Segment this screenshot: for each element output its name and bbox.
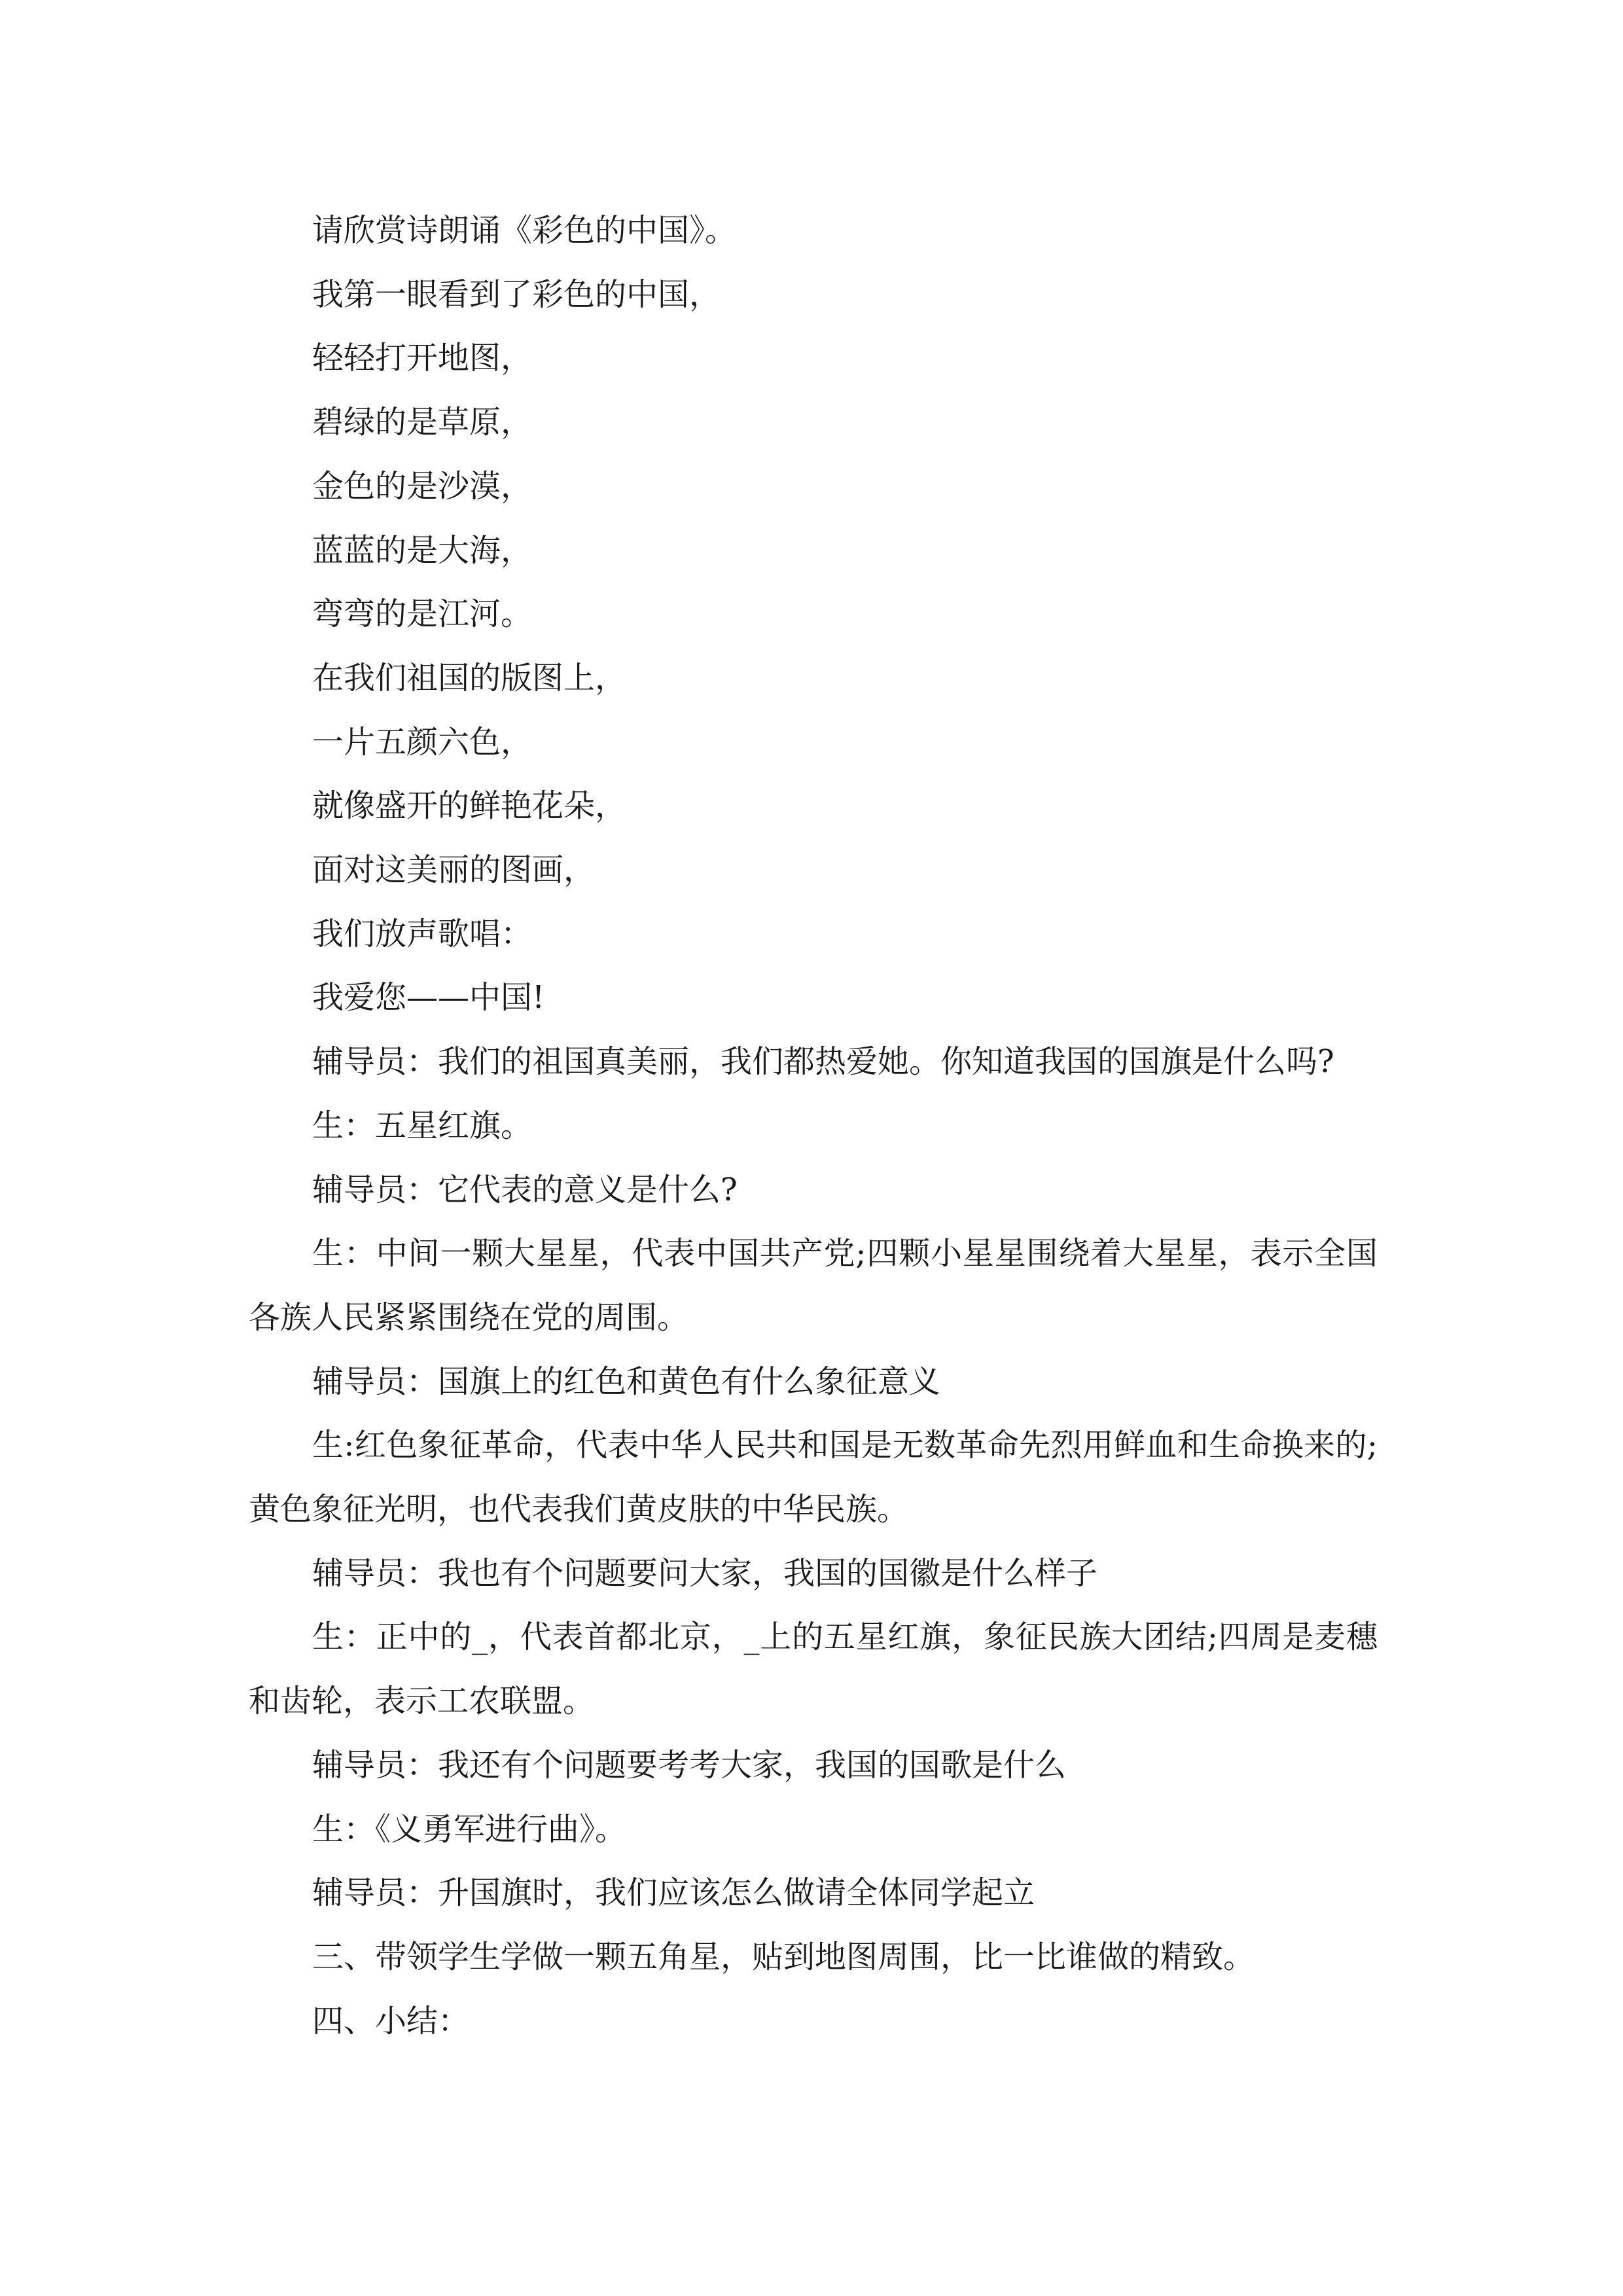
paragraph: 我爱您——中国! [312, 979, 545, 1016]
paragraph: 三、带领学生学做一颗五角星，贴到地图周围，比一比谁做的精致。 [312, 1938, 1255, 1975]
paragraph: 金色的是沙漠， [312, 467, 533, 505]
paragraph: 辅导员：我们的祖国真美丽，我们都热爱她。你知道我国的国旗是什么吗? [312, 1043, 1334, 1081]
paragraph: 在我们祖国的版图上， [312, 659, 627, 696]
paragraph: 蓝蓝的是大海， [312, 531, 533, 569]
paragraph: 生：中间一颗大星星，代表中国共产党;四颗小星星围绕着大星星，表示全国各族人民紧紧围绕在党的周围。 [249, 1235, 1378, 1336]
paragraph: 辅导员：我还有个问题要考考大家，我国的国歌是什么 [312, 1746, 1067, 1784]
paragraph: 生：《义勇军进行曲》。 [312, 1810, 627, 1848]
paragraph: 辅导员：我也有个问题要问大家，我国的国徽是什么样子 [312, 1554, 1098, 1592]
paragraph: 轻轻打开地图， [312, 340, 533, 377]
paragraph: 四、小结： [312, 2002, 470, 2039]
paragraph: 面对这美丽的图画， [312, 852, 596, 889]
paragraph: 弯弯的是江河。 [312, 596, 533, 633]
paragraph: 我第一眼看到了彩色的中国， [312, 276, 721, 313]
paragraph: 辅导员：它代表的意义是什么? [312, 1171, 738, 1208]
paragraph: 生:红色象征革命，代表中华人民共和国是无数革命先烈用鲜血和生命换来的;黄色象征光明，也代表我们黄皮肤的中华民族。 [249, 1427, 1378, 1528]
paragraph: 一片五颜六色， [312, 723, 533, 761]
paragraph: 碧绿的是草原， [312, 404, 533, 441]
paragraph: 请欣赏诗朗诵《彩色的中国》。 [312, 212, 737, 249]
paragraph: 辅导员：国旗上的红色和黄色有什么象征意义 [312, 1363, 941, 1400]
paragraph: 辅导员：升国旗时，我们应该怎么做请全体同学起立 [312, 1874, 1035, 1912]
document-body [249, 199, 1378, 2053]
paragraph: 我们放声歌唱： [312, 915, 533, 952]
paragraph: 生：正中的_，代表首都北京，_上的五星红旗，象征民族大团结;四周是麦穗和齿轮，表示工农联盟。 [249, 1619, 1378, 1720]
paragraph: 生：五星红旗。 [312, 1107, 533, 1144]
paragraph: 就像盛开的鲜艳花朵， [312, 787, 627, 825]
